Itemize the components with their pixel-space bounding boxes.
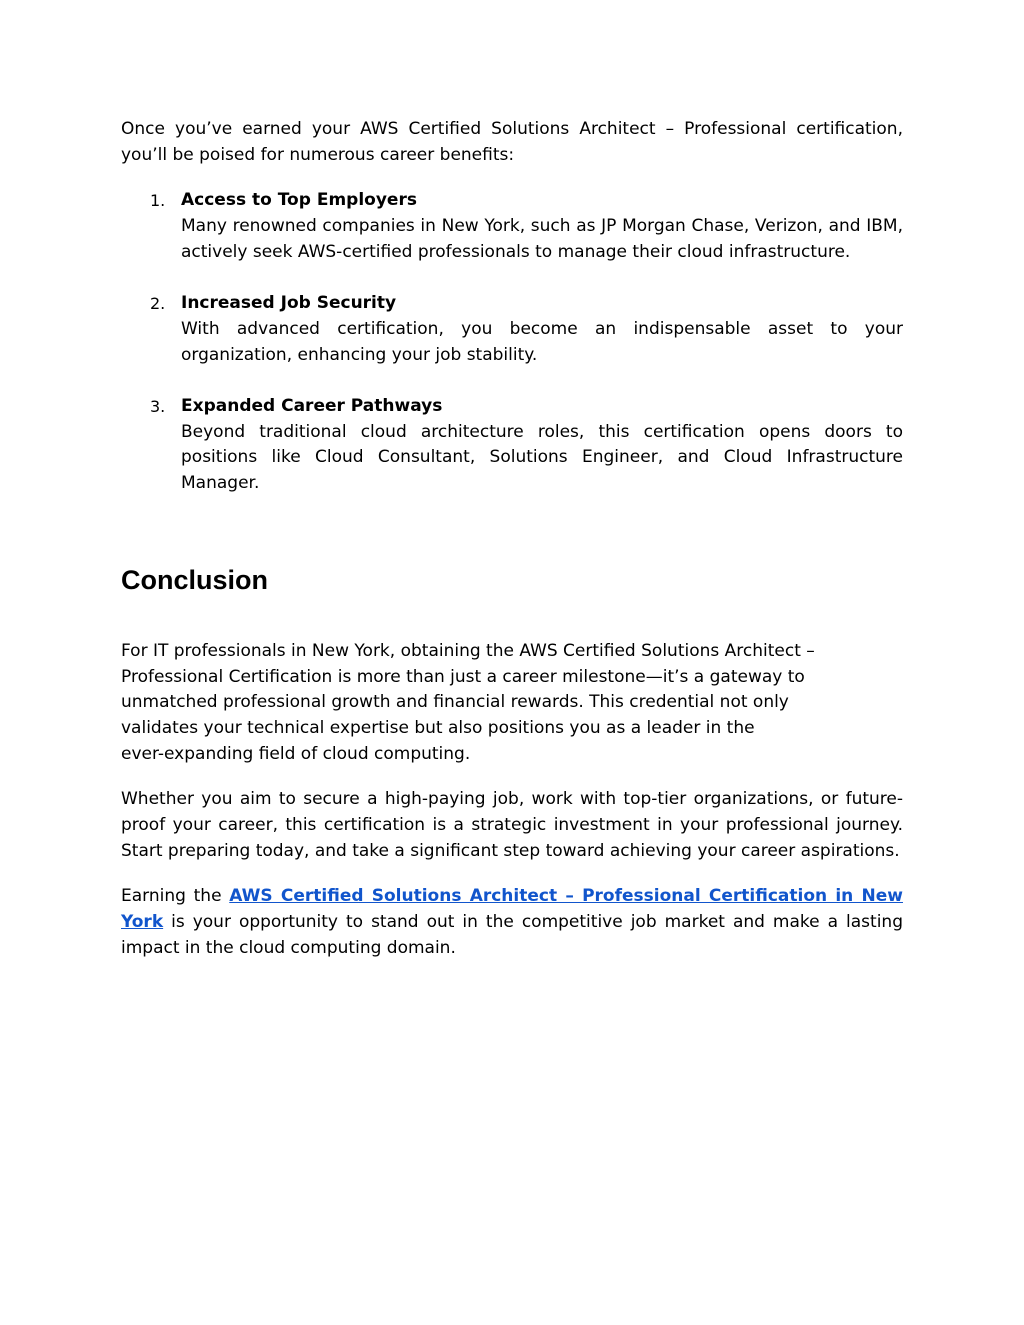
list-item-number: 1.	[150, 191, 166, 211]
list-item	[121, 188, 903, 265]
list-item-title: Increased Job Security	[181, 293, 397, 314]
paragraph-line: Professional Certification is more than just a career milestone—it’s a gateway to	[121, 666, 805, 687]
paragraph-line: validates your technical expertise but also positions you as a leader in the	[121, 717, 755, 738]
paragraph-line: unmatched professional growth and financial rewards. This credential not only	[121, 692, 789, 713]
list-item-body: Many renowned companies in New York, such as JP Morgan Chase, Verizon, and IBM, actively seek AWS-certified professionals to manage their cloud infrastructure.	[181, 216, 903, 262]
document-page	[121, 117, 903, 962]
list-item-title: Access to Top Employers	[181, 190, 417, 211]
conclusion-paragraph-3	[121, 884, 903, 961]
list-item-number: 2.	[150, 294, 166, 314]
intro-paragraph: Once you’ve earned your AWS Certified Solutions Architect – Professional certification, you’ll be poised for numerous career benefits:	[121, 119, 903, 165]
list-item	[121, 291, 903, 368]
list-item-body: With advanced certification, you become an indispensable asset to your organization, enhancing your job stability.	[181, 318, 903, 365]
list-item-body: Beyond traditional cloud architecture roles, this certification opens doors to positions like Cloud Consultant, Solutions Engineer, and Cloud Infrastructure Manager.	[181, 421, 903, 494]
list-item-title: Expanded Career Pathways	[181, 396, 443, 416]
conclusion-heading: Conclusion	[121, 564, 268, 595]
conclusion-paragraph-1	[121, 639, 903, 768]
list-item	[121, 394, 903, 497]
list-item-number: 3.	[150, 397, 166, 416]
conclusion-paragraph-2: Whether you aim to secure a high-paying job, work with top-tier organizations, or future-proof your career, this certification is a strategic investment in your professional journey. Start preparing today, and take a significant step toward achieving your career aspirations.	[121, 789, 903, 861]
certification-link[interactable]: AWS Certified Solutions Architect – Professional Certification in New York	[121, 886, 903, 933]
paragraph-text-after-link: is your opportunity to stand out in the competitive job market and make a lasting impact in the cloud computing domain.	[121, 912, 903, 958]
paragraph-line: For IT professionals in New York, obtaining the AWS Certified Solutions Architect –	[121, 640, 815, 661]
paragraph-text-before-link: Earning the	[121, 886, 230, 907]
paragraph-line: ever-expanding field of cloud computing.	[121, 743, 471, 764]
benefits-list	[121, 188, 903, 496]
